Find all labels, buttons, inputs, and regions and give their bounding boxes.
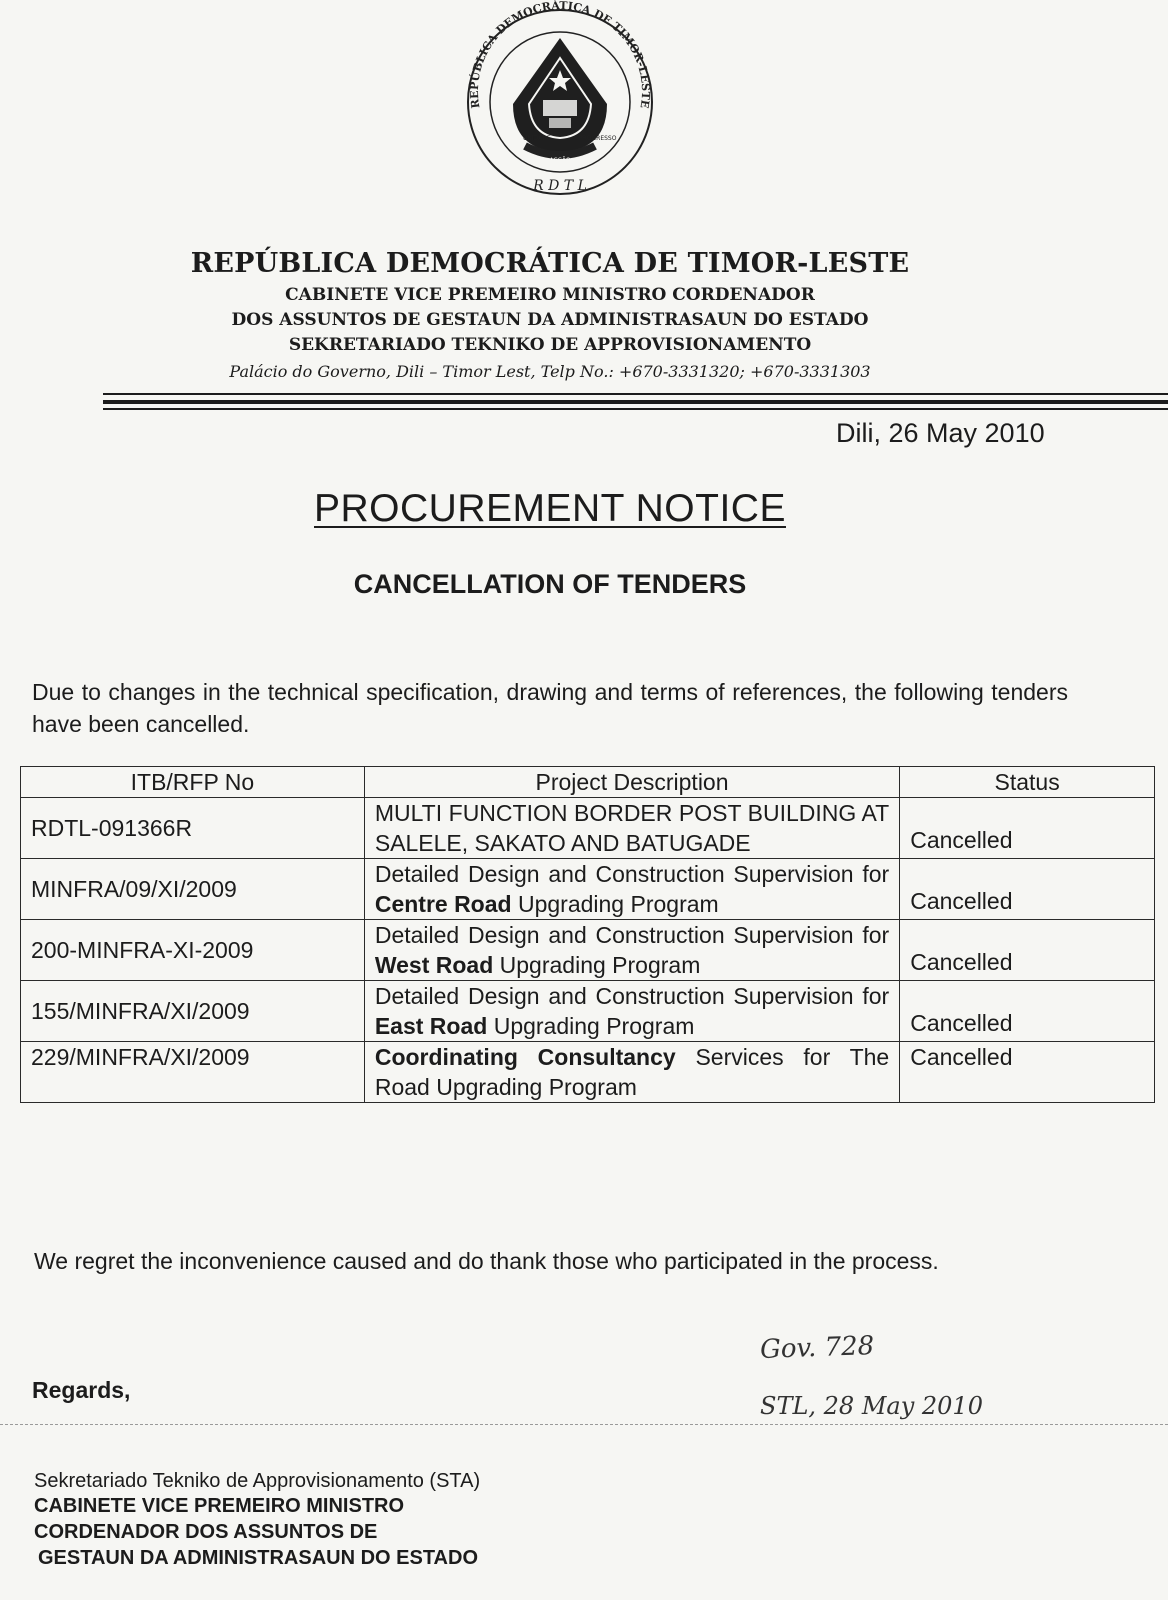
tender-status: Cancelled [900, 798, 1155, 859]
desc-bold: West Road [374, 952, 494, 978]
svg-text:PROGRESSO: PROGRESSO [579, 135, 617, 142]
notice-date: Dili, 26 May 2010 [836, 418, 1045, 448]
header-itb-rfp-no: ITB/RFP No [21, 767, 365, 798]
country-name: REPÚBLICA DEMOCRÁTICA DE TIMOR-LESTE [190, 248, 910, 279]
signature-office: Sekretariado Tekniko de Approvisionamento (STA) [34, 1470, 481, 1492]
tender-number: 229/MINFRA/XI/2009 [21, 1042, 365, 1103]
header-rule-top [103, 393, 1168, 395]
tender-number: MINFRA/09/XI/2009 [21, 859, 365, 920]
desc-text: Detailed Design and Construction Supervision for [374, 922, 890, 948]
signature-cabinet-line-2: CORDENADOR DOS ASSUNTOS DE [34, 1521, 378, 1543]
svg-text:R D T L: R D T L [533, 178, 587, 194]
tender-description [364, 859, 899, 920]
desc-text: MULTI FUNCTION BORDER POST BUILDING AT SALELE, SAKATO AND BATUGADE [374, 800, 890, 856]
signature-cabinet-line-1: CABINETE VICE PREMEIRO MINISTRO [34, 1495, 405, 1517]
desc-bold: East Road [374, 1013, 488, 1039]
tenders-table [20, 766, 1155, 1103]
cabinet-line-3: SEKRETARIADO TEKNIKO DE APPROVISIONAMENTO [288, 335, 812, 355]
cabinet-line-2: DOS ASSUNTOS DE GESTAUN DA ADMINISTRASAUN DO ESTADO [231, 310, 869, 330]
office-address: Palácio do Governo, Dili – Timor Lest, Telp No.: +670-3331320; +670-3331303 [229, 362, 871, 381]
desc-bold: Centre Road [374, 891, 512, 917]
desc-text: Services for The Road Upgrading Program [374, 1044, 890, 1100]
dashed-divider [0, 1424, 1168, 1425]
tender-description [364, 798, 899, 859]
handwritten-date: STL, 28 May 2010 [760, 1392, 983, 1420]
regards-text: Regards, [32, 1377, 131, 1403]
svg-text:REPÚBLICA DEMOCRÁTICA DE TIMOR: REPÚBLICA DEMOCRÁTICA DE TIMOR-LESTE [467, 0, 653, 110]
handwritten-reference: Gov. 728 [759, 1331, 875, 1365]
desc-text: Detailed Design and Construction Supervision for [374, 983, 890, 1009]
table-row [21, 798, 1155, 859]
svg-text:ACÇÃO: ACÇÃO [549, 157, 571, 164]
notice-title [0, 487, 1100, 531]
signature-cabinet-line-3: GESTAUN DA ADMINISTRASAUN DO ESTADO [38, 1547, 478, 1569]
header-rule-bottom [103, 408, 1168, 410]
table-row [21, 859, 1155, 920]
notice-title-text: PROCUREMENT NOTICE [314, 487, 786, 530]
header-project-description: Project Description [364, 767, 899, 798]
notice-subtitle: CANCELLATION OF TENDERS [353, 569, 747, 599]
table-row [21, 1042, 1155, 1103]
tender-status: Cancelled [900, 920, 1155, 981]
tender-number: 155/MINFRA/XI/2009 [21, 981, 365, 1042]
desc-text: Upgrading Program [493, 952, 701, 978]
tender-description [364, 920, 899, 981]
header-rule-middle [103, 400, 1168, 404]
desc-bold: Coordinating Consultancy [374, 1044, 676, 1070]
tender-number: 200-MINFRA-XI-2009 [21, 920, 365, 981]
tender-status: Cancelled [900, 1042, 1155, 1103]
cabinet-line-1: CABINETE VICE PREMEIRO MINISTRO CORDENADOR [285, 285, 815, 305]
table-header-row [21, 767, 1155, 798]
desc-text: Upgrading Program [511, 891, 719, 917]
tender-status: Cancelled [900, 981, 1155, 1042]
desc-text: Upgrading Program [487, 1013, 695, 1039]
national-seal-emblem [455, 0, 665, 200]
table-row [21, 981, 1155, 1042]
closing-paragraph: We regret the inconvenience caused and do thank those who participated in the process. [34, 1248, 939, 1274]
table-row [21, 920, 1155, 981]
tender-status: Cancelled [900, 859, 1155, 920]
header-status: Status [900, 767, 1155, 798]
tender-description [364, 1042, 899, 1103]
svg-text:UNIDADE: UNIDADE [523, 135, 551, 142]
intro-paragraph: Due to changes in the technical specification, drawing and terms of references, the following tenders have been cancelled. [32, 679, 1068, 737]
desc-text: Detailed Design and Construction Supervision for [374, 861, 890, 887]
tender-number: RDTL-091366R [21, 798, 365, 859]
tender-description [364, 981, 899, 1042]
